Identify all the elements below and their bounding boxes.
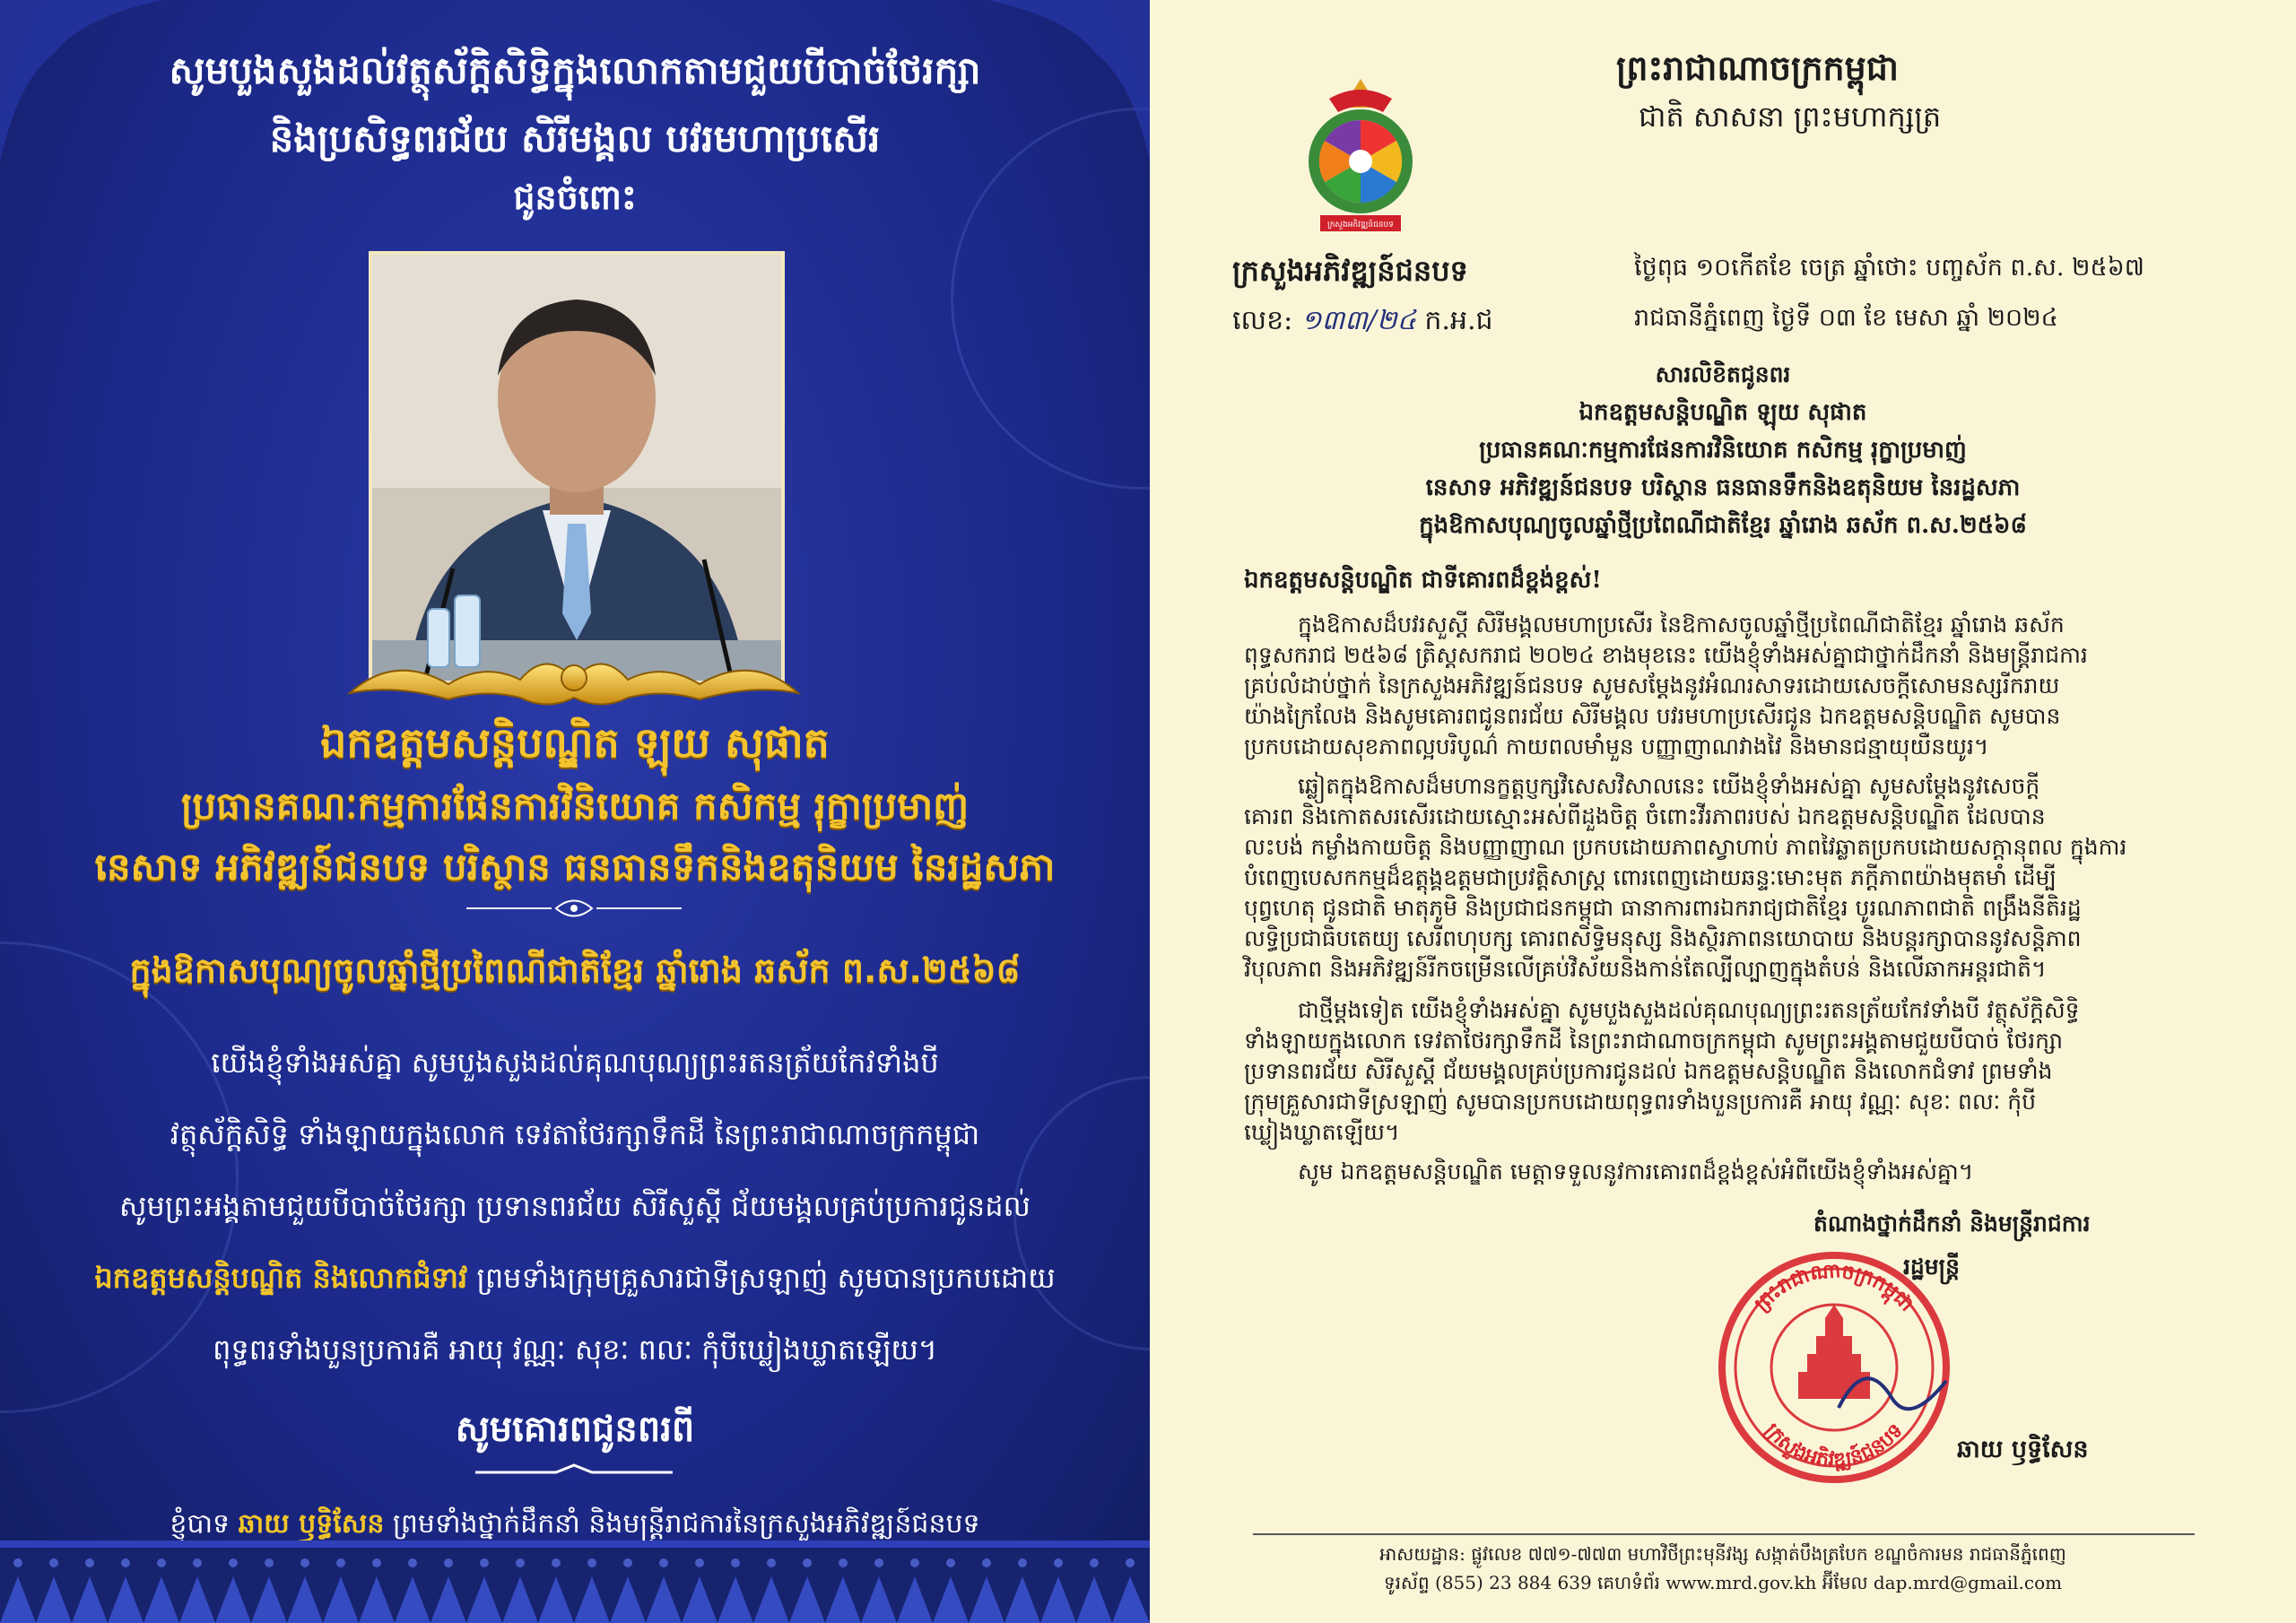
subject-title-2: នេសាទ អភិវឌ្ឍន៍ជនបទ បរិស្ថាន ធនធានទឹកនិងឧតុនិយម នៃរដ្ឋសភា [1425,474,2021,501]
footer-contacts: ទូរស័ព្ទ (855) 23 884 639 គេហទំព័រ www.mrd.gov.kh អ៊ីមែល dap.mrd@gmail.com [1383,1572,2063,1593]
bottom-border-pattern-icon [0,1541,1150,1623]
reference-label: លេខ: [1232,305,1293,336]
subject-label: សារលិខិតជូនពរ [1655,361,1791,387]
paragraph-1 [1244,610,2213,762]
body-line-4 [0,1260,1150,1302]
reference-suffix: ក.អ.ជ [1424,305,1493,336]
paragraph-line: ឃ្លៀងឃ្លាតឡើយ។ [1244,1119,1400,1145]
footer-address: អាសយដ្ឋាន: ផ្លូវលេខ ៧៧១-៧៧៣ មហាវិថីព្រះមុនីវង្ស សង្កាត់បឹងត្របែក ខណ្ឌចំការមន រាជធានីភ្នំពេញ [1379,1543,2066,1565]
lunar-date: ថ្ងៃពុធ ១០កើតខែ ចេត្រ ឆ្នាំថោះ បញ្ចស័ក ព.ស. ២៥៦៧ [1634,254,2144,282]
paragraph-line: យ៉ាងក្រៃលែង និងសូមគោរពជូនពរជ័យ សិរីមង្គល បវរមហាប្រសើរជូន ឯកឧត្តមសន្តិបណ្ឌិត សូមបាន [1244,703,2061,729]
paragraph-line: បុព្វហេតុ ជូនជាតិ មាតុភូមិ និងប្រជាជនកម្ពុជា ធានាការពារឯករាជ្យជាតិខ្មែរ បូរណភាពជាតិ ពង្រឹងនីតិរដ្ឋ [1244,895,2082,921]
subject-occasion: ក្នុងឱកាសបុណ្យចូលឆ្នាំថ្មីប្រពៃណីជាតិខ្មែរ ឆ្នាំរោង ឆស័ក ព.ស.២៥៦៨ [1419,512,2027,539]
paragraph-3 [1244,995,2213,1148]
recipient-name: ឯកឧត្តមសន្តិបណ្ឌិត ឡុយ សុផាត [320,718,830,767]
body-line-2: វត្ថុស័ក្តិសិទ្ធិ ទាំងឡាយក្នុងលោក ទេវតាថែរក្សាទឹកដី នៃព្រះរាជាណាចក្រកម្ពុជា [170,1117,980,1151]
footer-divider [1253,1533,2195,1535]
header-line-1: សូមបួងសួងដល់វត្ថុស័ក្តិសិទ្ធិក្នុងលោកតាមជួយបីបាច់ថែរក្សា [169,48,981,92]
paragraph-2 [1244,771,2213,985]
recipient-title-1: ប្រធានគណៈកម្មការផែនការវិនិយោគ កសិកម្ម រុក្ខាប្រមាញ់ [180,784,970,828]
sender-rest: ព្រមទាំងថ្នាក់ដឹកនាំ និងមន្ត្រីរាជការនៃក្រសួងអភិវឌ្ឍន៍ជនបទ [384,1508,980,1540]
body-line-4-bold: ឯកឧត្តមសន្តិបណ្ឌិត និងលោកជំទាវ [94,1261,468,1295]
reference-number: ១៣៣/២៤ [1300,305,1416,336]
subject-title-1: ប្រធានគណៈកម្មការផែនការវិនិយោគ កសិកម្ម រុក្ខាប្រមាញ់ [1479,437,1967,464]
official-seal-icon [1713,1246,1955,1488]
subject-name: ឯកឧត្តមសន្តិបណ្ឌិត ឡុយ សុផាត [1578,399,1867,426]
header-line-3: ជូនចំពោះ [513,178,637,217]
paragraph-line: លទ្ធិប្រជាធិបតេយ្យ សេរីពហុបក្ស គោរពសិទ្ធិមនុស្ស និងស្ថិរភាពនយោបាយ និងបន្តរក្សាបាននូវសន្តិភាព [1244,925,2082,951]
body-line-3: សូមព្រះអង្គតាមជួយបីបាច់ថែរក្សា ប្រទានពរជ័យ សិរីសួស្តី ជ័យមង្គលគ្រប់ប្រការជូនដល់ [119,1189,1031,1223]
paragraph-line: ប្រទានពរជ័យ សិរីសួស្តី ជ័យមង្គលគ្រប់ប្រការជូនដល់ ឯកឧត្តមសន្តិបណ្ឌិត និងលោកជំទាវ ព្រមទាំង [1244,1058,2053,1084]
reference-line [1232,303,1493,343]
closing-line: សូមគោរពជូនពរពី [455,1409,695,1450]
body-line-5: ពុទ្ធពរទាំងបួនប្រការគឺ អាយុ វណ្ណៈ សុខៈ ពលៈ កុំបីឃ្លៀងឃ្លាតឡើយ។ [213,1332,937,1367]
paragraph-4: សូម ឯកឧត្តមសន្តិបណ្ឌិត មេត្តាទទួលនូវការគោរពដ៏ខ្ពង់ខ្ពស់អំពីយើងខ្ញុំទាំងអស់គ្នា។ [1298,1159,1974,1185]
paragraph-line: ឆ្លៀតក្នុងឱកាសដ៏មហានក្ខត្តប្ញក្សវិសេសវិសាលនេះ យើងខ្ញុំទាំងអស់គ្នា សូមសម្តែងនូវសេចក្តី [1298,773,2040,799]
occasion-line: ក្នុងឱកាសបុណ្យចូលឆ្នាំថ្មីប្រពៃណីជាតិខ្មែរ ឆ្នាំរោង ឆស័ក ព.ស.២៥៦៨ [129,950,1021,990]
seal-text-top: ព្រះរាជាណាចក្រកម្ពុជា [1750,1259,1918,1316]
signatory-name: ឆាយ ឫទ្ធិសែន [1957,1436,2089,1463]
signatory-title-2: រដ្ឋមន្ត្រី [1903,1254,1960,1280]
ministry-name: ក្រសួងអភិវឌ្ឍន៍ជនបទ [1232,254,1468,288]
logo-band-text: ក្រសួងអភិវឌ្ឍន៍ជនបទ [1327,221,1394,230]
paragraph-line: ជាថ្មីម្តងទៀត យើងខ្ញុំទាំងអស់គ្នា សូមបួងសួងដល់គុណបុណ្យព្រះរតនត្រ័យកែវទាំងបី វត្ថុស័ក្តិសិទ្ធិ [1298,997,2080,1023]
paragraph-line: វិបុលភាព និងអភិវឌ្ឍន៍រីកចម្រើនលើគ្រប់វិស័យនិងកាន់តែល្បីល្បាញក្នុងតំបន់ និងលើឆាកអន្តរជាតិ។ [1244,956,2047,982]
official-letter [1150,0,2296,1623]
paragraph-line: ទាំងឡាយក្នុងលោក ទេវតាថែរក្សាទឹកដី នៃព្រះរាជាណាចក្រកម្ពុជា សូមព្រះអង្គតាមជួយបីបាច់ ថែរក្សា [1244,1028,2064,1054]
signatory-title-1: តំណាងថ្នាក់ដឹកនាំ និងមន្ត្រីរាជការ [1813,1211,2091,1237]
national-motto: ជាតិ សាសនា ព្រះមហាក្សត្រ [1639,100,1942,134]
salutation: ឯកឧត្តមសន្តិបណ្ឌិត ជាទីគោរពដ៏ខ្ពង់ខ្ពស់! [1244,567,1602,594]
ministry-logo-icon [1293,72,1428,242]
portrait-photo [369,251,785,684]
paragraph-line: ពុទ្ធសករាជ ២៥៦៨ ត្រិស្តសករាជ ២០២៤ ខាងមុខនេះ យើងខ្ញុំទាំងអស់គ្នាជាថ្នាក់ដឹកនាំ និងមន្ត្រីរាជការ [1244,642,2088,668]
recipient-title-2: នេសាទ អភិវឌ្ឍន៍ជនបទ បរិស្ថាន ធនធានទឹកនិងឧតុនិយម នៃរដ្ឋសភា [94,845,1056,889]
sender-prefix: ខ្ញុំបាទ [170,1508,239,1540]
gold-ornament-icon [341,644,807,716]
divider-line-icon [475,1463,673,1481]
paragraph-line: លះបង់ កម្លាំងកាយចិត្ត និងបញ្ញាញាណ ប្រកបដោយភាពស្វាហាប់ ភាពវៃឆ្លាតប្រកបដោយសក្តានុពល ក្នុងការ [1244,834,2127,860]
paragraph-line: ក្រុមគ្រួសារជាទីស្រឡាញ់ សូមបានប្រកបដោយពុទ្ធពរទាំងបួនប្រការគឺ អាយុ វណ្ណៈ សុខៈ ពលៈ កុំបី [1244,1089,2036,1115]
paragraph-line: គោរព និងកោតសរសើរដោយស្មោះអស់ពីដួងចិត្ត ចំពោះវីរភាពរបស់ ឯកឧត្តមសន្តិបណ្ឌិត ដែលបាន [1244,803,2046,829]
sender-name: ឆាយ ឫទ្ធិសែន [238,1508,385,1540]
paragraph-line: បំពេញបេសកកម្មដ៏ឧត្តុង្គឧត្តមជាប្រវត្តិសាស្ត្រ ពោរពេញដោយឆន្ទៈមោះមុត ភក្តីភាពយ៉ាងមុតមាំ ដើម្បី [1244,864,2057,890]
seal-text-bottom: ក្រសួងអភិវឌ្ឍន៍ជនបទ [1760,1419,1909,1472]
solar-date: រាជធានីភ្នំពេញ ថ្ងៃទី ០៣ ខែ មេសា ឆ្នាំ ២០២៤ [1634,304,2058,332]
paragraph-line: ក្នុងឱកាសដ៏បវរសួស្តី សិរីមង្គលមហាប្រសើរ នៃឱកាសចូលឆ្នាំថ្មីប្រពៃណីជាតិខ្មែរ ឆ្នាំរោង ឆស័ក [1298,612,2065,638]
paragraph-line: គ្រប់លំដាប់ថ្នាក់ នៃក្រសួងអភិវឌ្ឍន៍ជនបទ សូមសម្តែងនូវអំណរសាទរដោយសេចក្តីសោមនស្សរីករាយ [1244,673,2060,699]
divider-ornament-icon [466,895,682,922]
body-line-4-rest: ព្រមទាំងក្រុមគ្រួសារជាទីស្រឡាញ់ សូមបានប្រកបដោយ [467,1261,1056,1295]
kingdom-heading: ព្រះរាជាណាចក្រកម្ពុជា [1616,48,1899,88]
body-line-1: យើងខ្ញុំទាំងអស់គ្នា សូមបួងសួងដល់គុណបុណ្យព្រះរតនត្រ័យកែវទាំងបី [211,1046,939,1080]
paragraph-line: ប្រកបដោយសុខភាពល្អបរិបូណ៌ កាយពលមាំមួន បញ្ញាញាណវាងវៃ និងមានជន្មាយុយឺនយូរ។ [1244,733,1989,759]
header-line-2: និងប្រសិទ្ធពរជ័យ សិរីមង្គល បវរមហាប្រសើរ [269,117,881,161]
